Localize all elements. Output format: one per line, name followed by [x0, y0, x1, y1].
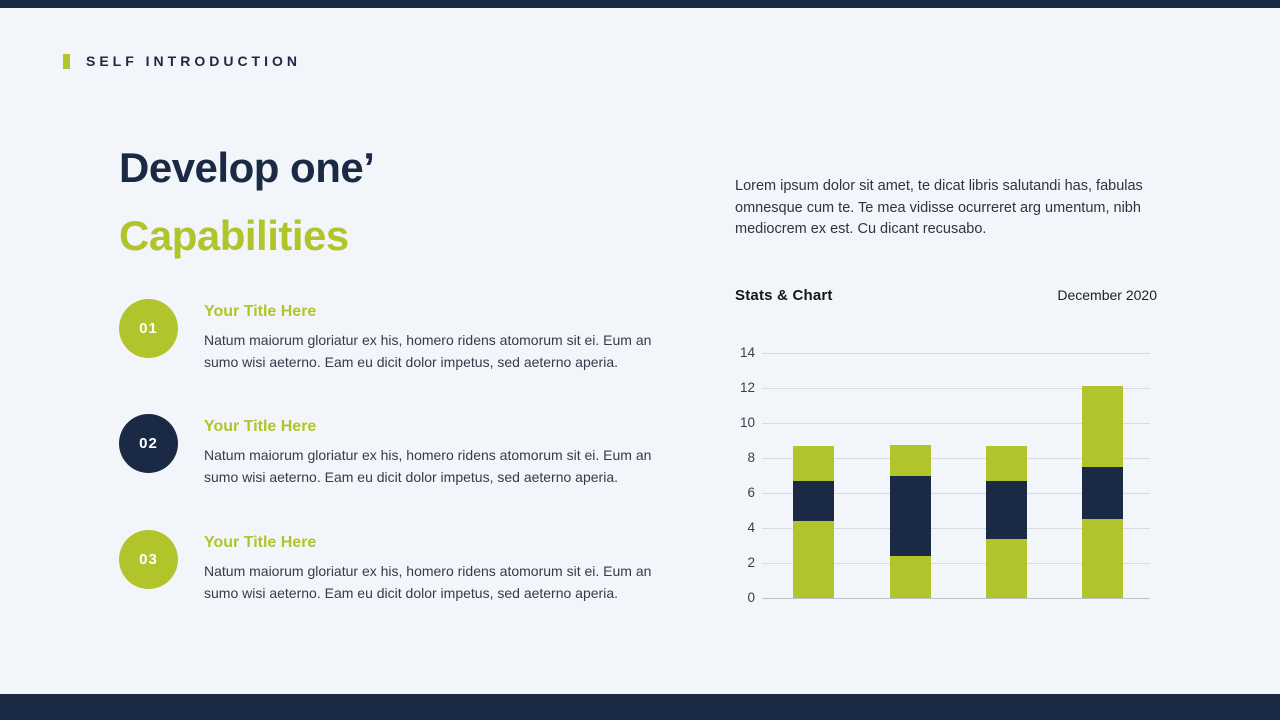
item-body: Natum maiorum gloriatur ex his, homero ridens atomorum sit ei. Eum an sumo wisi aeterno. Eam eu dicit dolor impetus, sed aeterno aperia.	[204, 563, 652, 601]
item-title: Your Title Here	[204, 534, 317, 551]
bar-segment	[890, 476, 931, 557]
item-number-badge: 01	[119, 299, 178, 358]
y-axis-tick-label: 14	[739, 345, 755, 360]
chart-date-label: December 2020	[1057, 287, 1157, 303]
bar-segment	[986, 446, 1027, 481]
bar-segment	[890, 556, 931, 598]
bar-segment	[1082, 467, 1123, 520]
eyebrow-marker-icon	[63, 54, 70, 69]
y-axis-tick-label: 4	[747, 520, 755, 535]
bar-segment	[890, 445, 931, 476]
item-number-badge: 03	[119, 530, 178, 589]
y-axis-tick-label: 2	[747, 555, 755, 570]
bar-segment	[986, 481, 1027, 539]
y-axis-tick-label: 6	[747, 485, 755, 500]
page-title-line2: Capabilities	[119, 212, 349, 259]
item-number-badge: 02	[119, 414, 178, 473]
chart-title: Stats & Chart	[735, 287, 833, 304]
page-title-line1: Develop one’	[119, 144, 375, 191]
bar-segment	[986, 539, 1027, 599]
page-title	[119, 134, 374, 270]
y-axis-tick-label: 12	[739, 380, 755, 395]
bottom-accent-bar	[0, 694, 1280, 720]
eyebrow-label: SELF INTRODUCTION	[86, 53, 301, 69]
y-axis-tick-label: 0	[747, 590, 755, 605]
bar-segment	[1082, 386, 1123, 467]
bar-segment	[793, 446, 834, 481]
chart-header	[735, 287, 1157, 304]
item-body: Natum maiorum gloriatur ex his, homero ridens atomorum sit ei. Eum an sumo wisi aeterno. Eam eu dicit dolor impetus, sed aeterno aperia.	[204, 447, 652, 485]
item-title: Your Title Here	[204, 303, 317, 320]
eyebrow	[63, 53, 301, 69]
y-axis-tick-label: 10	[739, 415, 755, 430]
item-body: Natum maiorum gloriatur ex his, homero ridens atomorum sit ei. Eum an sumo wisi aeterno. Eam eu dicit dolor impetus, sed aeterno aperia.	[204, 332, 652, 370]
item-title: Your Title Here	[204, 418, 317, 435]
top-accent-bar	[0, 0, 1280, 8]
chart-gridline	[762, 353, 1150, 354]
bar-segment	[793, 481, 834, 521]
intro-paragraph: Lorem ipsum dolor sit amet, te dicat libris salutandi has, fabulas omnesque cum te. Te mea vidisse ocurreret arg umentum, nibh mediocrem ex est. Cu dicant recusabo.	[735, 178, 1143, 237]
chart-gridline	[762, 598, 1150, 599]
bar-segment	[793, 521, 834, 598]
y-axis-tick-label: 8	[747, 450, 755, 465]
stacked-bar-chart	[735, 345, 1157, 613]
bar-segment	[1082, 519, 1123, 598]
